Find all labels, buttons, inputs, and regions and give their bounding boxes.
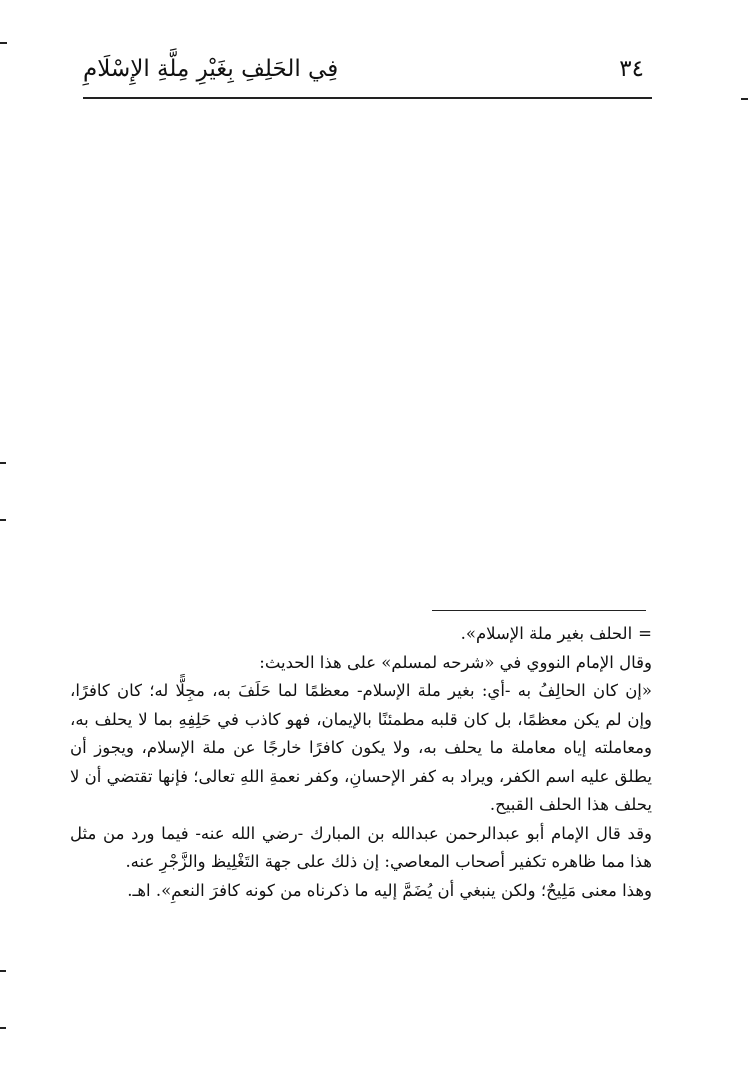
footnote-paragraph: «إن كان الحالِفُ به -أي: بغير ملة الإسلام- معظمًا لما حَلَفَ به، مجِلًّا له؛ كان كافرًا، وإن لم يكن معظمًا، بل كان قلبه مطمئنًا بالإيمان، فهو كاذب في حَلِفِهِ بما لا يحلف به، ومعاملته إياه معاملة ما يحلف به، ولا يكون كافرًا خارجًا عن ملة الإسلام، ويجوز أن يطلق عليه اسم الكفر، ويراد به كفر الإحسانِ، وكفر نعمةِ اللهِ تعالى؛ فإنها تقتضي أن لا يحلف هذا الحلف القبيح.	[70, 681, 652, 814]
footnote-paragraph: الحلف بغير ملة الإسلام».	[460, 624, 633, 643]
edge-mark	[0, 519, 6, 521]
edge-mark	[0, 42, 7, 44]
running-title: فِي الحَلِفِ بِغَيْرِ مِلَّةِ الإِسْلَامِ	[83, 56, 339, 82]
edge-mark	[0, 970, 6, 972]
edge-mark	[0, 1027, 6, 1029]
continuation-marker: =	[638, 624, 652, 643]
footnote-paragraph: وقد قال الإمام أبو عبدالرحمن عبدالله بن المبارك -رضي الله عنه- فيما ورد من مثل هذا مما ظاهره تكفير أصحاب المعاصي: إن ذلك على جهة التَغْلِيظ والزَّجْرِ عنه.	[70, 823, 652, 871]
page-header	[83, 52, 652, 99]
footnote-continuation	[70, 620, 652, 649]
footnote	[70, 620, 652, 905]
page-number: ٣٤	[619, 56, 644, 82]
footnote-separator	[432, 610, 646, 611]
edge-mark	[741, 98, 748, 100]
footnote-paragraph: وهذا معنى مَلِيحٌ؛ ولكن ينبغي أن يُضَمَّ إليه ما ذكرناه من كونه كافرَ النعمِ». اهـ.	[127, 880, 652, 900]
edge-mark	[0, 462, 6, 464]
footnote-paragraph: وقال الإمام النووي في «شرحه لمسلم» على هذا الحديث:	[259, 652, 652, 672]
